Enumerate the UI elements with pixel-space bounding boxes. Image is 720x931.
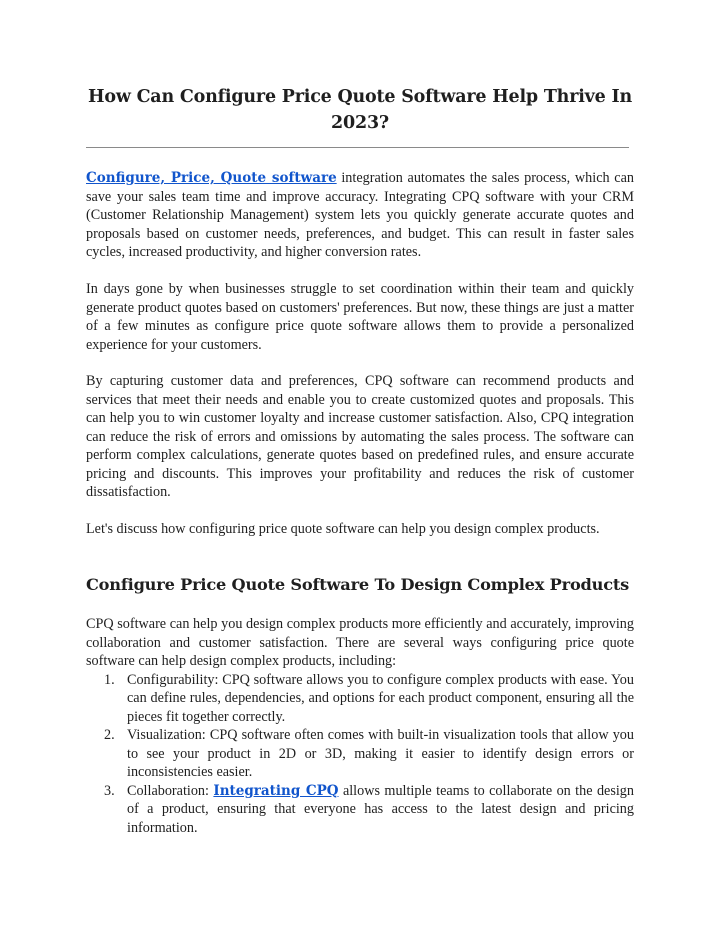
list-item	[86, 671, 634, 727]
list-item-text: Visualization: CPQ software often comes with built-in visualization tools that allow you to see your product in 2D or 3D, making it easier to identify design errors or inconsistencies easier.	[127, 727, 634, 780]
paragraph-2-text: In days gone by when businesses struggle to set coordination within their team and quickly generate product quotes based on customers' preferences. But now, these things are just a matter of a few minutes as configure price quote software allows them to provide a personalized experience for your customers.	[86, 281, 634, 353]
paragraph-3	[86, 372, 634, 502]
paragraph-4	[86, 520, 634, 539]
list-number: 3.	[104, 782, 115, 799]
benefits-list	[86, 671, 634, 838]
title-divider	[86, 147, 629, 148]
intro-paragraph	[86, 169, 634, 262]
list-item	[86, 726, 634, 782]
paragraph-3-text: By capturing customer data and preferences, CPQ software can recommend products and services that meet their needs and enable you to create customized quotes and proposals. This can help you to win customer loyalty and increase customer satisfaction. Also, CPQ integration can reduce the risk of errors and omissions by automating the sales process. The software can perform complex calculations, generate quotes based on predefined rules, and ensure accurate pricing and discounts. This improves your profitability and reduces the risk of customer dissatisfaction.	[86, 373, 634, 500]
list-item-suffix: allows multiple teams to collaborate on the design of a product, ensuring that everyone has access to the latest design and pricing information.	[127, 782, 634, 836]
section-heading: Configure Price Quote Software To Design Complex Products	[86, 575, 630, 594]
list-item-text: Configurability: CPQ software allows you to configure complex products with ease. You can define rules, dependencies, and options for each product component, ensuring all the pieces fit together correctly.	[127, 671, 634, 725]
intro-text: integration automates the sales process, which can save your sales team time and improve accuracy. Integrating CPQ software with your CRM (Customer Relationship Management) system lets you quickly generate accurate quotes and proposals based on customer needs, preferences, and budget. This can result in faster sales cycles, increased productivity, and higher conversion rates.	[86, 170, 634, 260]
list-number: 2.	[104, 727, 115, 743]
section-intro-text: CPQ software can help you design complex products more efficiently and accurately, improving collaboration and customer satisfaction. There are several ways configuring price quote software can help design complex products, including:	[86, 616, 634, 669]
paragraph-4-text: Let's discuss how configuring price quote software can help you design complex products.	[86, 521, 600, 537]
page-title: How Can Configure Price Quote Software Help Thrive In 2023?	[88, 87, 632, 133]
list-item-prefix: Collaboration:	[127, 782, 214, 799]
list-item	[86, 782, 634, 838]
section-body	[86, 615, 634, 837]
list-number: 1.	[104, 671, 115, 688]
cpq-software-link[interactable]: Configure, Price, Quote software	[86, 170, 337, 186]
integrating-cpq-link[interactable]: Integrating CPQ	[213, 782, 339, 799]
paragraph-2	[86, 280, 634, 354]
